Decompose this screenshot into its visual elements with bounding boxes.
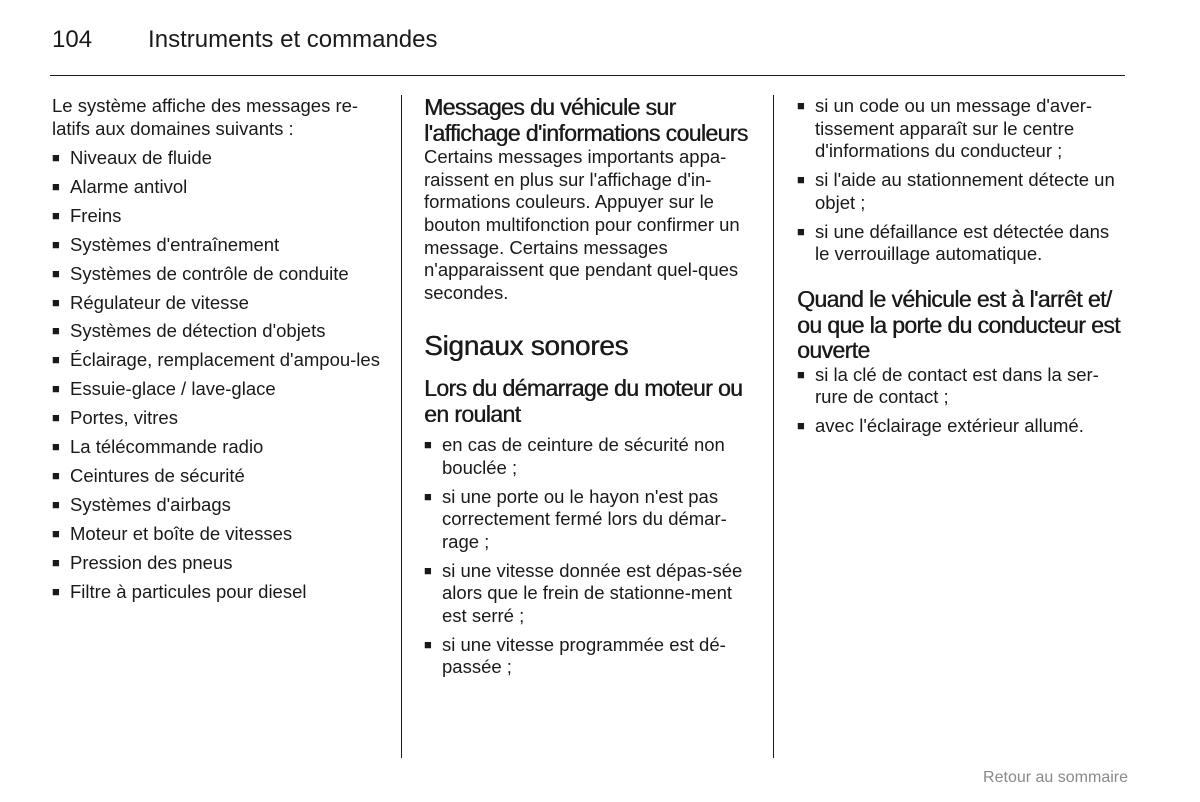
list-item: ■ si une défaillance est détectée dans le verrouillage automatique. <box>797 221 1127 266</box>
column-3 <box>797 95 1127 438</box>
list-item: ■ si l'aide au stationnement détecte un objet ; <box>797 169 1127 214</box>
chapter-title: Instruments et commandes <box>148 26 438 53</box>
column-2 <box>424 95 754 679</box>
list-item: ■ si une porte ou le hayon n'est pas correctement fermé lors du démar-rage ; <box>424 486 754 554</box>
list-item: ■ si un code ou un message d'aver-tissement apparaît sur le centre d'informations du conducteur ; <box>797 95 1127 163</box>
list-item: ■ Pression des pneus <box>52 552 382 575</box>
vehicle-messages-heading: Messages du véhicule sur l'affichage d'informations couleurs <box>424 94 748 146</box>
list-item: ■ La télécommande radio <box>52 436 382 459</box>
list-item: ■ Systèmes de détection d'objets <box>52 320 382 343</box>
list-item: ■ avec l'éclairage extérieur allumé. <box>797 415 1127 438</box>
header-divider <box>50 75 1125 76</box>
stopped-vehicle-heading: Quand le véhicule est à l'arrêt et/ ou que la porte du conducteur est ouverte <box>797 285 1120 364</box>
list-item: ■ Niveaux de fluide <box>52 147 382 170</box>
list-item: ■ Régulateur de vitesse <box>52 292 382 315</box>
page-header <box>52 26 438 56</box>
column-divider <box>401 95 402 758</box>
list-item: ■ si une vitesse programmée est dé-passée ; <box>424 634 754 679</box>
list-item: ■ Alarme antivol <box>52 176 382 199</box>
list-item: ■ Filtre à particules pour diesel <box>52 581 382 604</box>
list-item: ■ Systèmes d'airbags <box>52 494 382 517</box>
back-to-summary-link[interactable]: Retour au sommaire <box>983 769 1128 786</box>
vehicle-messages-text: Certains messages importants appa-raissent en plus sur l'affichage d'in-formations couleurs. Appuyer sur le bouton multifonction pour confirmer un message. Certains messages n'apparaissent que pendant quel-ques secondes. <box>424 146 740 303</box>
page-number: 104 <box>52 26 93 53</box>
continued-list <box>797 95 1127 266</box>
list-item: ■ Systèmes de contrôle de conduite <box>52 263 382 286</box>
column-divider <box>773 95 774 758</box>
startup-list <box>424 434 754 679</box>
list-item: ■ Portes, vitres <box>52 407 382 430</box>
startup-heading: Lors du démarrage du moteur ou en roulant <box>424 375 743 427</box>
column-1 <box>52 95 382 604</box>
list-item: ■ si une vitesse donnée est dépas-sée alors que le frein de stationne-ment est serré ; <box>424 560 754 628</box>
stopped-vehicle-list <box>797 364 1127 438</box>
list-item: ■ Ceintures de sécurité <box>52 465 382 488</box>
list-item: ■ en cas de ceinture de sécurité non bouclée ; <box>424 434 754 479</box>
intro-text: Le système affiche des messages re-latifs aux domaines suivants : <box>52 95 359 139</box>
list-item: ■ Freins <box>52 205 382 228</box>
domain-list <box>52 147 382 604</box>
list-item: ■ Systèmes d'entraînement <box>52 234 382 257</box>
list-item: ■ Moteur et boîte de vitesses <box>52 523 382 546</box>
list-item: ■ Éclairage, remplacement d'ampou-les <box>52 349 382 372</box>
list-item: ■ Essuie-glace / lave-glace <box>52 378 382 401</box>
list-item: ■ si la clé de contact est dans la ser-rure de contact ; <box>797 364 1127 409</box>
section-title: Signaux sonores <box>424 330 629 362</box>
